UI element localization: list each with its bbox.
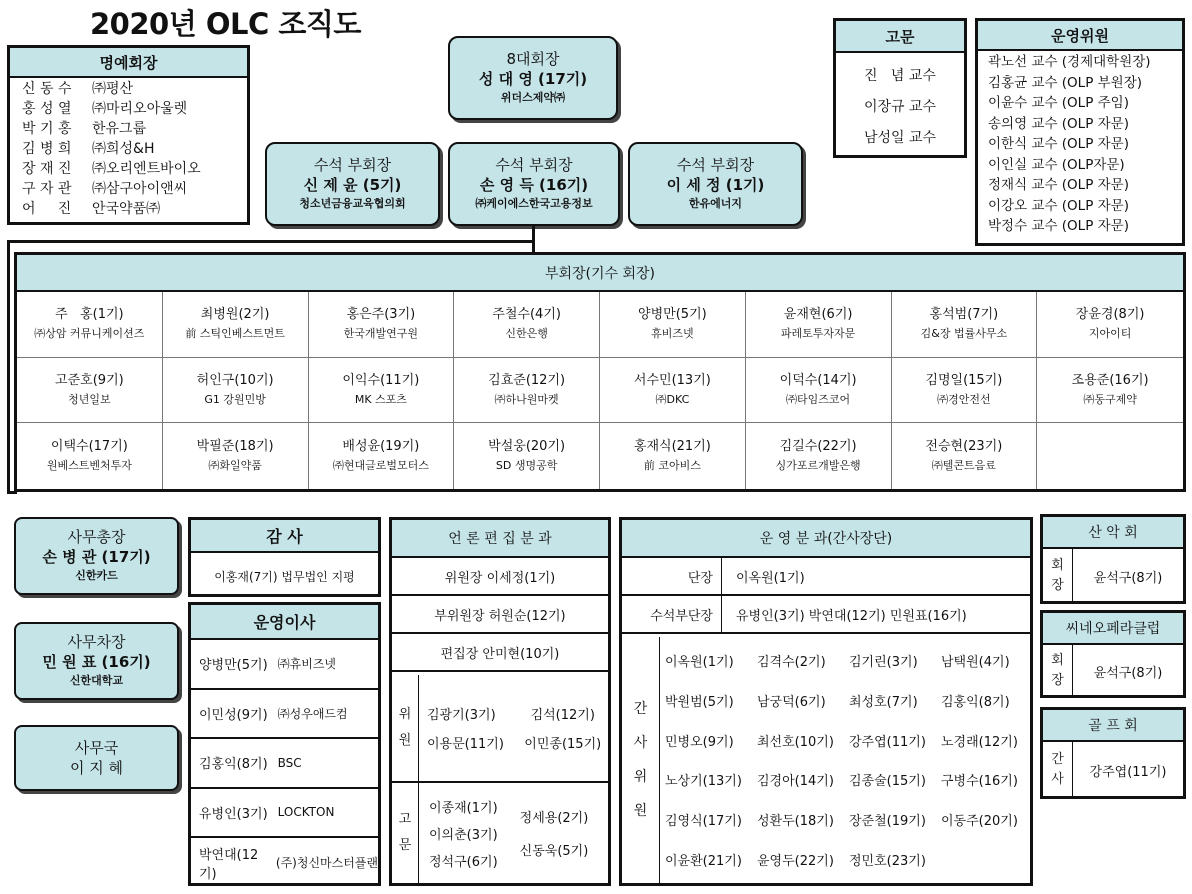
steering-member: 곽노선 교수 (경제대학원장) — [988, 54, 1151, 70]
press-committee-members — [419, 675, 608, 781]
director-org: BSC — [277, 755, 302, 770]
press-vice-text: 부위원장 허원순(12기) — [434, 608, 566, 624]
honorary-name: 구 자 관 — [22, 181, 72, 197]
director-name: 김홍익(8기) — [199, 757, 268, 773]
honorary-list — [10, 78, 247, 219]
honorary-name: 신 동 수 — [22, 81, 72, 97]
ops-staff-member: 노경래(12기) — [941, 734, 1018, 750]
honorary-header: 명예회장 — [10, 48, 247, 78]
senior-vp-org: 한유에너지 — [688, 197, 743, 210]
club-body — [1043, 645, 1183, 697]
ops-staff-member: 최선호(10기) — [757, 734, 834, 750]
vp-org: 휴비즈넷 — [651, 327, 694, 341]
senior-vp-name: 신 제 윤 (5기) — [303, 176, 402, 194]
secretariat-office-card — [14, 725, 179, 791]
secretary-general-card — [14, 517, 179, 595]
honorary-org: ㈜희성&H — [92, 141, 155, 157]
ops-staff-member: 최성호(7기) — [849, 694, 918, 710]
ops-staff-member: 김종술(15기) — [849, 774, 926, 790]
page-title: 2020년 OLC 조직도 — [90, 7, 361, 41]
club-box — [1040, 707, 1186, 799]
press-box — [389, 517, 611, 886]
steering-member: 정재식 교수 (OLP 자문) — [988, 177, 1129, 193]
vp-org: ㈜DKC — [655, 392, 690, 406]
vp-org: 신한은행 — [505, 327, 548, 341]
ops-staff-member: 민병오(9기) — [665, 734, 734, 750]
press-editor — [392, 634, 608, 672]
secretariat-org: 신한대학교 — [69, 674, 124, 687]
press-advisor-label — [392, 783, 419, 883]
press-advisor: 이의춘(3기) — [429, 827, 498, 843]
press-member: 김광기(3기) — [427, 708, 496, 723]
deputy-secretary-card — [14, 622, 179, 700]
director-row — [191, 739, 378, 789]
club-body — [1043, 549, 1183, 603]
vp-org: ㈜화일약품 — [208, 459, 262, 473]
vp-cell — [1037, 423, 1183, 489]
president-org: 위더스제약㈜ — [500, 91, 566, 104]
honorary-name: 홍 성 열 — [22, 101, 72, 117]
vp-cohort-box — [14, 252, 1186, 492]
vp-org: 김&장 법률사무소 — [920, 327, 1008, 341]
vp-cell — [600, 292, 746, 358]
ops-header: 운 영 분 과(간사장단) — [622, 520, 1030, 558]
vp-cell — [309, 292, 455, 358]
senior-vp-role: 수석 부회장 — [495, 156, 573, 174]
honorary-org: 안국약품㈜ — [92, 201, 161, 217]
vp-org: G1 강원민방 — [204, 392, 266, 406]
vp-org: ㈜상암 커뮤니케이션즈 — [34, 327, 145, 341]
label-char: 고 — [398, 812, 412, 827]
label-char: 간 — [1051, 752, 1064, 767]
vp-cell — [454, 292, 600, 358]
press-member: 김석(12기) — [530, 708, 595, 723]
label-char: 회 — [1051, 653, 1064, 668]
vp-cell — [746, 423, 892, 489]
senior-vp-role: 수석 부회장 — [313, 156, 392, 174]
steering-member: 박정수 교수 (OLP 자문) — [988, 218, 1129, 234]
honorary-org: ㈜삼구아이앤씨 — [92, 181, 188, 197]
director-org: ㈜휴비즈넷 — [277, 657, 337, 672]
ops-leader-label: 단장 — [622, 558, 722, 594]
ops-staff-member: 이윤환(21기) — [665, 853, 742, 869]
vp-name: 이택수(17기) — [50, 439, 128, 455]
vp-org: 싱가포르개발은행 — [775, 459, 861, 473]
vp-cell — [17, 292, 163, 358]
president-role: 8대회장 — [506, 50, 560, 68]
vp-name: 김명일(15기) — [925, 372, 1003, 388]
advisors-header: 고문 — [836, 21, 964, 53]
vp-org: ㈜하나원마켓 — [494, 392, 559, 406]
steering-box — [975, 18, 1185, 246]
press-advisor: 정세용(2기) — [519, 811, 589, 826]
audit-header: 감 사 — [191, 520, 378, 553]
press-committee-label — [392, 675, 419, 781]
vp-name: 홍은주(3기) — [346, 307, 416, 323]
vp-org: MK 스포츠 — [354, 392, 407, 406]
ops-staff-label — [622, 637, 660, 883]
connector-line — [7, 240, 10, 494]
honorary-row — [22, 119, 247, 139]
steering-member: 이인실 교수 (OLP자문) — [988, 156, 1125, 173]
senior-vp-card — [628, 142, 803, 226]
label-char: 문 — [398, 838, 412, 853]
senior-vp-org: 청소년금융교육협의회 — [299, 197, 406, 210]
vp-cohort-grid — [17, 292, 1183, 489]
vp-cell — [454, 423, 600, 489]
vp-cell — [17, 358, 163, 424]
ops-staff-member: 노상기(13기) — [665, 774, 742, 790]
secretariat-org: 신한카드 — [75, 569, 118, 582]
press-editor-text: 편집장 안미현(10기) — [440, 646, 560, 662]
press-committee — [392, 675, 608, 783]
connector-line — [7, 240, 535, 243]
honorary-org: ㈜평산 — [92, 81, 134, 97]
senior-vp-org: ㈜케이에스한국고용정보 — [475, 197, 593, 210]
vp-cell — [163, 423, 309, 489]
vp-name: 김효준(12기) — [488, 372, 566, 388]
press-advisor: 정석구(6기) — [429, 854, 498, 870]
vp-name: 주 홍(1기) — [55, 307, 124, 323]
vp-name: 박필준(18기) — [196, 439, 274, 455]
honorary-name: 김 병 희 — [22, 141, 72, 157]
directors-list — [191, 640, 378, 888]
honorary-org: ㈜오리엔트바이오 — [92, 161, 201, 177]
ops-staff-member: 김기린(3기) — [849, 655, 918, 671]
ops-staff-member: 구병수(16기) — [941, 774, 1018, 790]
vp-cell — [309, 423, 455, 489]
vp-cell — [1037, 292, 1183, 358]
president-card — [448, 36, 618, 120]
club-label — [1043, 645, 1073, 697]
press-advisor: 신동욱(5기) — [519, 844, 589, 859]
vp-cell — [309, 358, 455, 424]
ops-staff-member: 김영식(17기) — [665, 813, 742, 829]
senior-vp-role: 수석 부회장 — [676, 156, 755, 174]
advisors-list — [836, 53, 964, 154]
vp-org: 지아이티 — [1088, 327, 1132, 341]
secretariat-role: 사무국 — [74, 739, 119, 757]
press-advisor-col — [419, 783, 498, 883]
ops-staff-member: 이옥원(1기) — [665, 655, 734, 671]
vp-org: ㈜동구제약 — [1083, 392, 1137, 406]
honorary-row — [22, 179, 247, 199]
ops-staff-grid — [660, 637, 1030, 883]
ops-staff-member: 박원범(5기) — [665, 694, 734, 710]
vp-name: 고준호(9기) — [55, 372, 124, 388]
vp-name: 허인구(10기) — [196, 372, 274, 388]
vp-cell — [892, 292, 1038, 358]
ops-staff-member: 남택원(4기) — [941, 655, 1010, 671]
senior-vp-card — [265, 142, 440, 226]
vp-cell — [1037, 358, 1183, 424]
club-box — [1040, 514, 1186, 604]
director-row — [191, 789, 378, 839]
club-header: 골 프 회 — [1043, 710, 1183, 742]
director-name: 양병만(5기) — [199, 658, 268, 674]
director-row — [191, 838, 378, 888]
ops-staff-member: 강주엽(11기) — [849, 734, 926, 750]
audit-member: 이홍재(7기) 법무법인 지평 — [214, 570, 355, 584]
president-name: 성 대 영 (17기) — [478, 70, 588, 88]
ops-staff-member: 김경아(14기) — [757, 774, 834, 790]
club-member: 윤석구(8기) — [1093, 665, 1163, 681]
honorary-row — [22, 79, 247, 99]
vp-cell — [17, 423, 163, 489]
press-header: 언 론 편 집 분 과 — [392, 520, 608, 558]
vp-cell — [600, 423, 746, 489]
steering-member: 송의영 교수 (OLP 자문) — [988, 115, 1129, 132]
vp-name: 서수민(13기) — [633, 372, 711, 388]
vp-cell — [746, 292, 892, 358]
director-name: 유병인(3기) — [199, 806, 268, 822]
vp-name: 윤재현(6기) — [783, 307, 853, 323]
honorary-org: ㈜마리오아울렛 — [92, 101, 188, 117]
advisors-box — [833, 18, 967, 158]
label-char: 위 — [398, 707, 412, 722]
director-name: 이민성(9기) — [199, 707, 268, 723]
label-char: 사 — [633, 735, 648, 751]
vp-name: 주철수(4기) — [492, 307, 561, 323]
ops-staff-member: 김홍익(8기) — [941, 694, 1010, 710]
vp-cell — [163, 358, 309, 424]
connector-line — [532, 226, 535, 252]
vp-org: ㈜타임즈코어 — [786, 392, 851, 406]
vp-org: ㈜텔콘트음료 — [931, 459, 996, 473]
steering-member: 이윤수 교수 (OLP 주임) — [988, 95, 1129, 111]
director-name: 박연대(12기) — [199, 847, 259, 882]
steering-member: 이강오 교수 (OLP 자문) — [988, 197, 1129, 214]
label-char: 사 — [1051, 772, 1064, 787]
ops-deputy-value: 유병인(3기) 박연대(12기) 민원표(16기) — [736, 608, 967, 624]
club-body — [1043, 742, 1183, 798]
director-row — [191, 640, 378, 690]
ops-box — [619, 517, 1033, 886]
label-char: 원 — [633, 803, 648, 819]
ops-staff — [622, 637, 1030, 883]
press-vice — [392, 596, 608, 634]
director-org: ㈜성우애드컴 — [277, 706, 348, 721]
steering-header: 운영위원 — [978, 21, 1182, 51]
honorary-row — [22, 199, 247, 219]
steering-member: 김홍균 교수 (OLP 부원장) — [988, 74, 1143, 91]
press-member: 이민종(15기) — [524, 737, 602, 752]
ops-deputy-label: 수석부단장 — [622, 596, 722, 632]
press-advisor-col — [498, 783, 589, 883]
director-row — [191, 690, 378, 740]
vp-name: 배성윤(19기) — [342, 439, 420, 455]
vp-org: ㈜경안전선 — [937, 392, 991, 406]
vp-name: 최병원(2기) — [200, 307, 270, 323]
senior-vp-name: 손 영 득 (16기) — [479, 176, 589, 194]
vp-name: 박설웅(20기) — [488, 439, 566, 455]
label-char: 회 — [1051, 558, 1064, 573]
senior-vp-name: 이 세 정 (1기) — [666, 176, 765, 194]
secretariat-name: 이 지 혜 — [69, 759, 123, 777]
ops-deputy-row — [622, 596, 1030, 634]
honorary-name: 어 진 — [22, 201, 72, 217]
ops-leader-value: 이옥원(1기) — [736, 570, 805, 586]
vp-cell — [892, 358, 1038, 424]
ops-staff-member: 남궁덕(6기) — [757, 694, 826, 710]
vp-cell — [600, 358, 746, 424]
vp-cell — [454, 358, 600, 424]
vp-org: 前 코아비스 — [643, 459, 701, 473]
advisor-name: 이장규 교수 — [863, 99, 937, 115]
secretariat-name: 민 원 표 (16기) — [42, 653, 151, 671]
vp-name: 전승현(23기) — [925, 439, 1003, 455]
senior-vp-card — [448, 142, 620, 226]
honorary-org: 한유그룹 — [92, 121, 147, 137]
vp-name: 장윤경(8기) — [1075, 307, 1145, 323]
advisor-name: 남성일 교수 — [863, 130, 937, 146]
vp-org: SD 생명공학 — [495, 459, 558, 473]
ops-staff-member: 윤영두(22기) — [757, 853, 834, 869]
vp-org: ㈜현대글로벌모터스 — [332, 459, 429, 473]
ops-staff-member: 정민호(23기) — [849, 853, 926, 869]
club-label — [1043, 549, 1073, 603]
vp-name: 홍석범(7기) — [929, 307, 999, 323]
honorary-name: 장 재 진 — [22, 161, 72, 177]
honorary-row — [22, 159, 247, 179]
vp-name: 홍재식(21기) — [633, 439, 711, 455]
vp-name: 양병만(5기) — [638, 307, 707, 323]
label-char: 장 — [1051, 578, 1064, 593]
label-char: 원 — [398, 733, 412, 748]
ops-staff-member: 김격수(2기) — [757, 655, 826, 671]
honorary-row — [22, 99, 247, 119]
honorary-row — [22, 139, 247, 159]
vp-org: 파레토투자자문 — [780, 327, 856, 341]
ops-staff-member: 장준철(19기) — [849, 813, 926, 829]
label-char: 위 — [633, 769, 648, 785]
honorary-box — [7, 45, 250, 225]
directors-header: 운영이사 — [191, 605, 378, 640]
secretariat-name: 손 병 관 (17기) — [42, 548, 151, 566]
club-member: 강주엽(11기) — [1089, 764, 1167, 780]
vp-org: 前 스틱인베스트먼트 — [185, 327, 285, 341]
press-chair-text: 위원장 이세정(1기) — [444, 570, 556, 586]
vp-cell — [892, 423, 1038, 489]
club-header: 산 악 회 — [1043, 517, 1183, 549]
steering-member: 이한식 교수 (OLP 자문) — [988, 136, 1129, 152]
press-chair — [392, 558, 608, 596]
vp-name: 조용준(16기) — [1071, 372, 1149, 388]
club-header: 씨네오페라클럽 — [1043, 613, 1183, 645]
club-member: 윤석구(8기) — [1093, 570, 1163, 586]
vp-cell — [163, 292, 309, 358]
secretariat-role: 사무총장 — [67, 528, 126, 546]
vp-org: 한국개발연구원 — [343, 327, 419, 341]
label-char: 간 — [633, 701, 648, 717]
club-box — [1040, 610, 1186, 698]
vp-name: 김길수(22기) — [779, 439, 857, 455]
press-advisor: 이종재(1기) — [429, 800, 498, 816]
vp-org: 원베스트벤처투자 — [46, 459, 132, 473]
club-label — [1043, 742, 1073, 798]
director-org: (주)청신마스터플랜 — [275, 856, 378, 871]
press-member: 이용문(11기) — [427, 737, 504, 752]
ops-leader-row — [622, 558, 1030, 596]
ops-staff-member: 이동주(20기) — [941, 813, 1018, 829]
advisor-name: 진 념 교수 — [864, 68, 936, 84]
vp-name: 이덕수(14기) — [779, 372, 857, 388]
directors-box — [188, 602, 381, 886]
honorary-name: 박 기 홍 — [22, 121, 72, 137]
steering-list — [978, 51, 1182, 237]
press-advisors — [392, 783, 608, 883]
director-org: LOCKTON — [277, 805, 335, 820]
vp-name: 이익수(11기) — [342, 372, 420, 388]
ops-staff-member — [938, 839, 1030, 879]
ops-staff-member: 성환두(18기) — [757, 813, 834, 829]
label-char: 장 — [1051, 673, 1064, 688]
secretariat-role: 사무차장 — [67, 633, 126, 651]
vp-org: 청년일보 — [68, 392, 111, 406]
vp-cohort-header: 부회장(기수 회장) — [17, 255, 1183, 292]
vp-cell — [746, 358, 892, 424]
audit-box — [188, 517, 381, 597]
